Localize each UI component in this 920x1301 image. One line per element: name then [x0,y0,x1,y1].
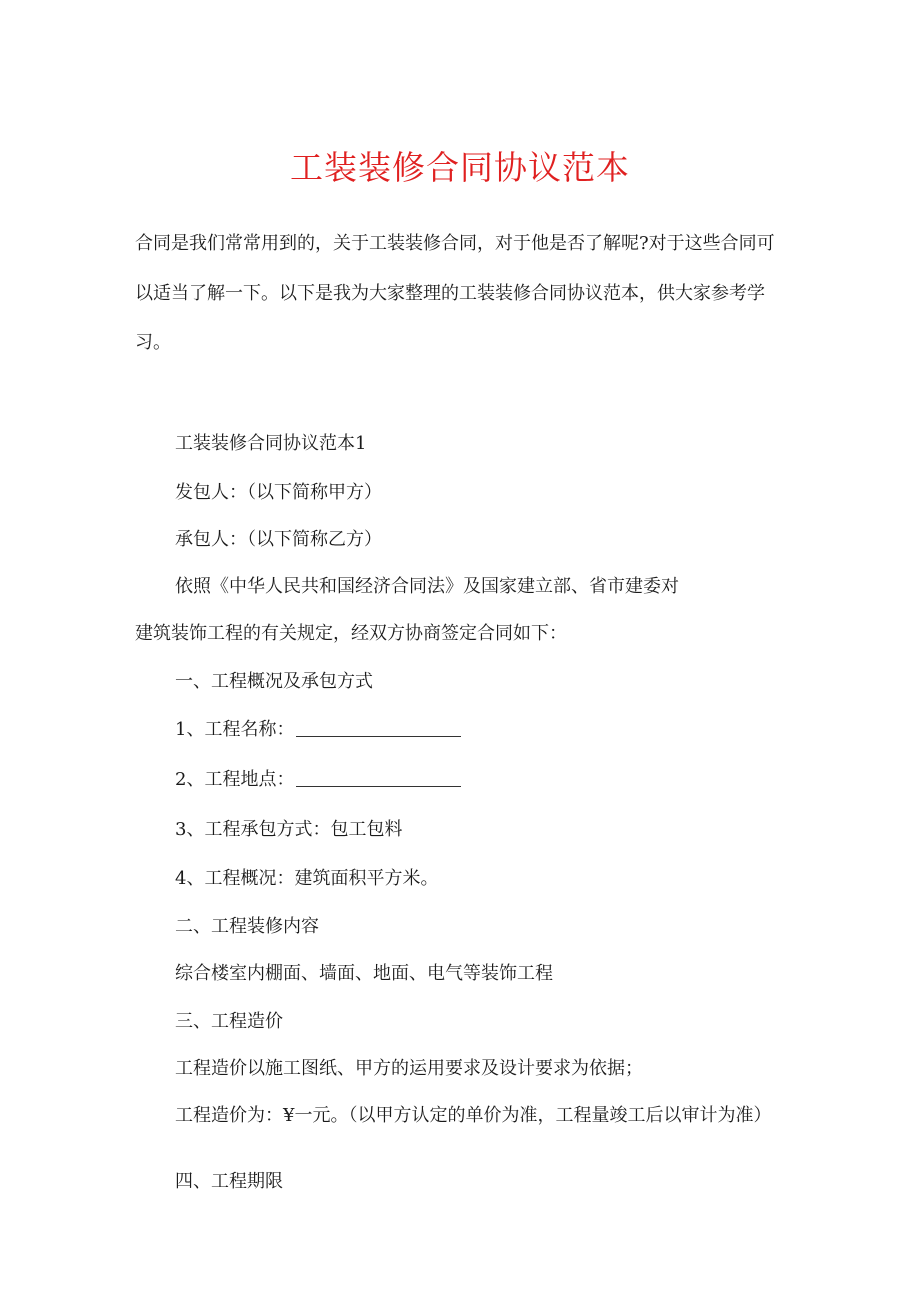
contractor-line: 承包人：（以下简称乙方） [175,529,382,550]
document-title: 工装装修合同协议范本 [290,148,630,187]
clause-3-text-1: 工程造价以施工图纸、甲方的运用要求及设计要求为依据； [175,1058,643,1079]
item-3: 3、工程承包方式：包工包料 [175,819,403,840]
clause-2-heading: 二、工程装修内容 [175,916,319,937]
item-1-label: 1、工程名称： [175,719,295,740]
item-2 [175,768,461,792]
clause-3-heading: 三、工程造价 [175,1011,283,1032]
employer-line: 发包人：（以下简称甲方） [175,482,382,503]
intro-line-2: 以适当了解一下。以下是我为大家整理的工装装修合同协议范本，供大家参考学 [135,283,765,304]
section-heading: 工装装修合同协议范本1 [175,433,367,454]
item-2-label: 2、工程地点： [175,769,295,790]
clause-2-text: 综合楼室内棚面、墙面、地面、电气等装饰工程 [175,963,553,984]
item-1-blank [296,718,461,737]
basis-line-1: 依照《中华人民共和国经济合同法》及国家建立部、省市建委对 [175,576,679,597]
item-2-blank [296,768,461,787]
intro-line-1: 合同是我们常常用到的，关于工装装修合同，对于他是否了解呢?对于这些合同可 [135,233,775,254]
intro-line-3: 习。 [135,332,171,353]
clause-3-text-2: 工程造价为：¥一元。（以甲方认定的单价为准，工程量竣工后以审计为准） [175,1105,772,1126]
item-4: 4、工程概况：建筑面积平方米。 [175,868,439,889]
clause-4-heading: 四、工程期限 [175,1171,283,1192]
basis-line-2: 建筑装饰工程的有关规定，经双方协商签定合同如下： [135,623,567,644]
item-1 [175,718,461,742]
clause-1-heading: 一、工程概况及承包方式 [175,671,373,692]
